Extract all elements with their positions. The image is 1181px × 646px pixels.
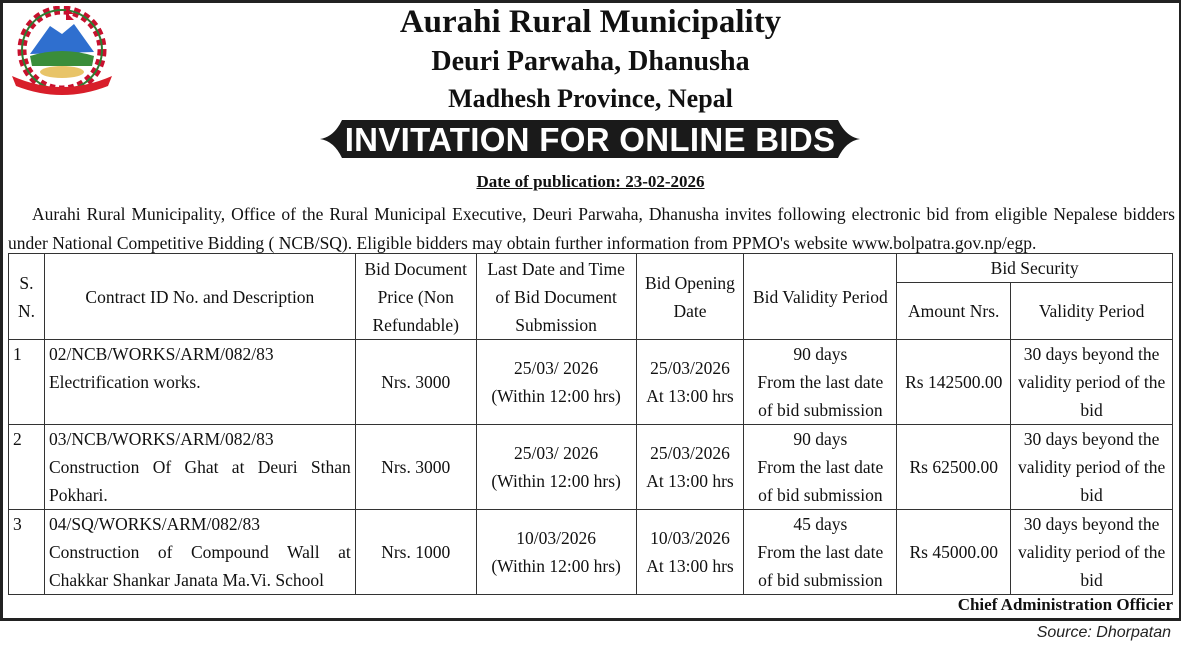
header-validity: Bid Validity Period: [744, 254, 897, 340]
open-date: 25/03/2026: [650, 358, 730, 378]
cell-contract: [44, 510, 355, 595]
validity-note: From the last date of bid submission: [757, 457, 884, 505]
signature: Chief Administration Officier: [957, 595, 1173, 614]
contract-id: 02/NCB/WORKS/ARM/082/83: [48, 344, 274, 364]
header-price: Bid Document Price (Non Refundable): [355, 254, 476, 340]
org-province: Madhesh Province, Nepal: [448, 84, 733, 113]
title-banner: [320, 120, 860, 158]
validity-days: 90 days: [793, 344, 848, 364]
open-time: At 13:00 hrs: [646, 386, 734, 406]
cell-sn: 1: [9, 340, 45, 425]
cell-last-date: [476, 425, 636, 510]
validity-note: From the last date of bid submission: [757, 542, 884, 590]
header-opening: Bid Opening Date: [636, 254, 744, 340]
cell-validity: [744, 510, 897, 595]
cell-sec-validity: 30 days beyond the validity period of the bid: [1011, 425, 1173, 510]
header-amount: Amount Nrs.: [897, 283, 1011, 340]
cell-contract: [44, 425, 355, 510]
header-last-date: Last Date and Time of Bid Document Submission: [476, 254, 636, 340]
cell-validity: [744, 425, 897, 510]
cell-amount: Rs 45000.00: [897, 510, 1011, 595]
source-credit: Source: Dhorpatan: [1036, 624, 1171, 641]
org-name: Aurahi Rural Municipality: [399, 4, 782, 40]
table-row: [9, 340, 1173, 425]
table-row: [9, 425, 1173, 510]
cell-sn: 3: [9, 510, 45, 595]
contract-desc: Electrification works.: [48, 372, 201, 392]
open-time: At 13:00 hrs: [646, 471, 734, 491]
header-sec-validity: Validity Period: [1011, 283, 1173, 340]
last-date: 25/03/ 2026: [514, 443, 599, 463]
header-sn: S. N.: [9, 254, 45, 340]
last-time: (Within 12:00 hrs): [491, 556, 621, 576]
last-date: 25/03/ 2026: [514, 358, 599, 378]
banner-title: INVITATION FOR ONLINE BIDS: [344, 121, 836, 158]
validity-note: From the last date of bid submission: [757, 372, 884, 420]
contract-desc: Construction Of Ghat at Deuri Sthan Pokhari.: [48, 457, 351, 505]
last-date: 10/03/2026: [516, 528, 596, 548]
cell-last-date: [476, 510, 636, 595]
last-time: (Within 12:00 hrs): [491, 471, 621, 491]
cell-validity: [744, 340, 897, 425]
cell-amount: Rs 142500.00: [897, 340, 1011, 425]
contract-desc: Construction of Compound Wall at Chakkar Shankar Janata Ma.Vi. School: [48, 542, 351, 590]
header-security: Bid Security: [897, 254, 1173, 283]
bids-table: [8, 253, 1173, 595]
open-date: 10/03/2026: [650, 528, 730, 548]
validity-days: 45 days: [793, 514, 848, 534]
cell-opening: [636, 340, 744, 425]
cell-amount: Rs 62500.00: [897, 425, 1011, 510]
cell-last-date: [476, 340, 636, 425]
open-time: At 13:00 hrs: [646, 556, 734, 576]
cell-sec-validity: 30 days beyond the validity period of the bid: [1011, 340, 1173, 425]
org-location: Deuri Parwaha, Dhanusha: [431, 46, 750, 77]
contract-id: 03/NCB/WORKS/ARM/082/83: [48, 429, 274, 449]
header-contract: Contract ID No. and Description: [44, 254, 355, 340]
cell-price: Nrs. 1000: [355, 510, 476, 595]
intro-paragraph: Aurahi Rural Municipality, Office of the Rural Municipal Executive, Deuri Parwaha, Dhanusha invites following electronic bid from eligible Nepalese bidders under National Competitive Bidding ( NCB/SQ). Eligible bidders may obtain further information from PPMO's website www.bolpatra.gov.np/egp.: [8, 204, 1175, 253]
cell-sec-validity: 30 days beyond the validity period of the bid: [1011, 510, 1173, 595]
cell-price: Nrs. 3000: [355, 425, 476, 510]
cell-opening: [636, 510, 744, 595]
last-time: (Within 12:00 hrs): [491, 386, 621, 406]
open-date: 25/03/2026: [650, 443, 730, 463]
cell-price: Nrs. 3000: [355, 340, 476, 425]
table-row: [9, 510, 1173, 595]
cell-contract: [44, 340, 355, 425]
cell-sn: 2: [9, 425, 45, 510]
cell-opening: [636, 425, 744, 510]
publication-date: Date of publication: 23-02-2026: [476, 172, 705, 191]
contract-id: 04/SQ/WORKS/ARM/082/83: [48, 514, 260, 534]
validity-days: 90 days: [793, 429, 848, 449]
